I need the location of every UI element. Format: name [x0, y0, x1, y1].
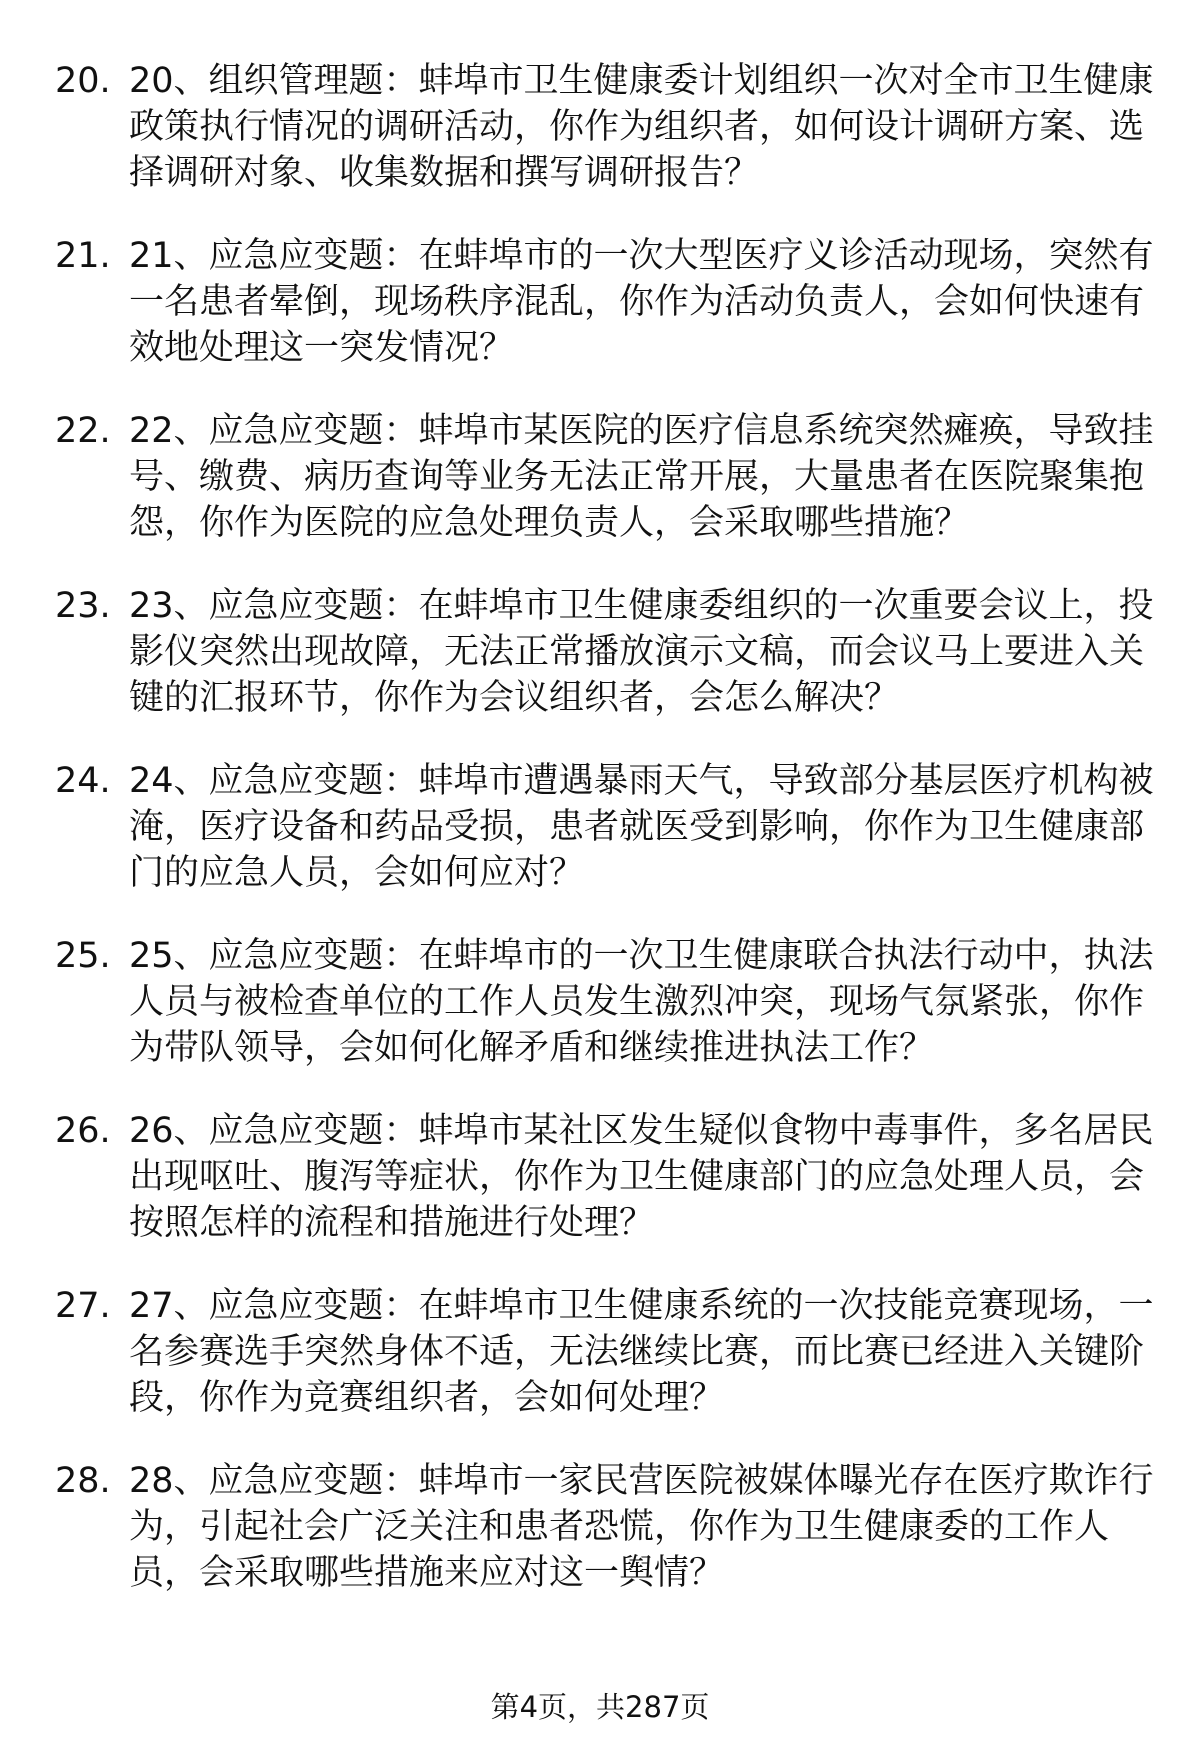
question-text: 24、应急应变题：蚌埠市遭遇暴雨天气，导致部分基层医疗机构被淹，医疗设备和药品受损，患者就医受到影响，你作为卫生健康部门的应急人员，会如何应对？	[129, 761, 1154, 893]
question-item	[55, 58, 1155, 196]
question-number: 24.	[55, 761, 111, 801]
question-item	[55, 1283, 1155, 1421]
question-text: 28、应急应变题：蚌埠市一家民营医院被媒体曝光存在医疗欺诈行为，引起社会广泛关注和患者恐慌，你作为卫生健康委的工作人员，会采取哪些措施来应对这一舆情？	[129, 1461, 1154, 1593]
question-text: 27、应急应变题：在蚌埠市卫生健康系统的一次技能竞赛现场，一名参赛选手突然身体不适，无法继续比赛，而比赛已经进入关键阶段，你作为竞赛组织者，会如何处理？	[129, 1286, 1154, 1418]
question-item	[55, 758, 1155, 896]
question-number: 26.	[55, 1111, 111, 1151]
question-text: 26、应急应变题：蚌埠市某社区发生疑似食物中毒事件，多名居民出现呕吐、腹泻等症状，你作为卫生健康部门的应急处理人员，会按照怎样的流程和措施进行处理？	[129, 1111, 1154, 1243]
question-text: 25、应急应变题：在蚌埠市的一次卫生健康联合执法行动中，执法人员与被检查单位的工作人员发生激烈冲突，现场气氛紧张，你作为带队领导，会如何化解矛盾和继续推进执法工作？	[129, 936, 1154, 1068]
question-item	[55, 1108, 1155, 1246]
question-item	[55, 583, 1155, 721]
question-item	[55, 408, 1155, 546]
question-text: 20、组织管理题：蚌埠市卫生健康委计划组织一次对全市卫生健康政策执行情况的调研活动，你作为组织者，如何设计调研方案、选择调研对象、收集数据和撰写调研报告？	[129, 61, 1154, 193]
question-text: 21、应急应变题：在蚌埠市的一次大型医疗义诊活动现场，突然有一名患者晕倒，现场秩序混乱，你作为活动负责人，会如何快速有效地处理这一突发情况？	[129, 236, 1154, 368]
question-number: 20.	[55, 61, 111, 101]
question-number: 28.	[55, 1461, 111, 1501]
question-number: 23.	[55, 586, 111, 626]
question-number: 25.	[55, 936, 111, 976]
question-item	[55, 933, 1155, 1071]
question-list	[55, 58, 1155, 1633]
question-item	[55, 233, 1155, 371]
question-number: 22.	[55, 411, 111, 451]
question-number: 21.	[55, 236, 111, 276]
page-footer: 第4页，共287页	[490, 1690, 710, 1724]
question-text: 23、应急应变题：在蚌埠市卫生健康委组织的一次重要会议上，投影仪突然出现故障，无法正常播放演示文稿，而会议马上要进入关键的汇报环节，你作为会议组织者，会怎么解决？	[129, 586, 1154, 718]
question-number: 27.	[55, 1286, 111, 1326]
question-item	[55, 1458, 1155, 1596]
question-text: 22、应急应变题：蚌埠市某医院的医疗信息系统突然瘫痪，导致挂号、缴费、病历查询等业务无法正常开展，大量患者在医院聚集抱怨，你作为医院的应急处理负责人，会采取哪些措施？	[129, 411, 1154, 543]
